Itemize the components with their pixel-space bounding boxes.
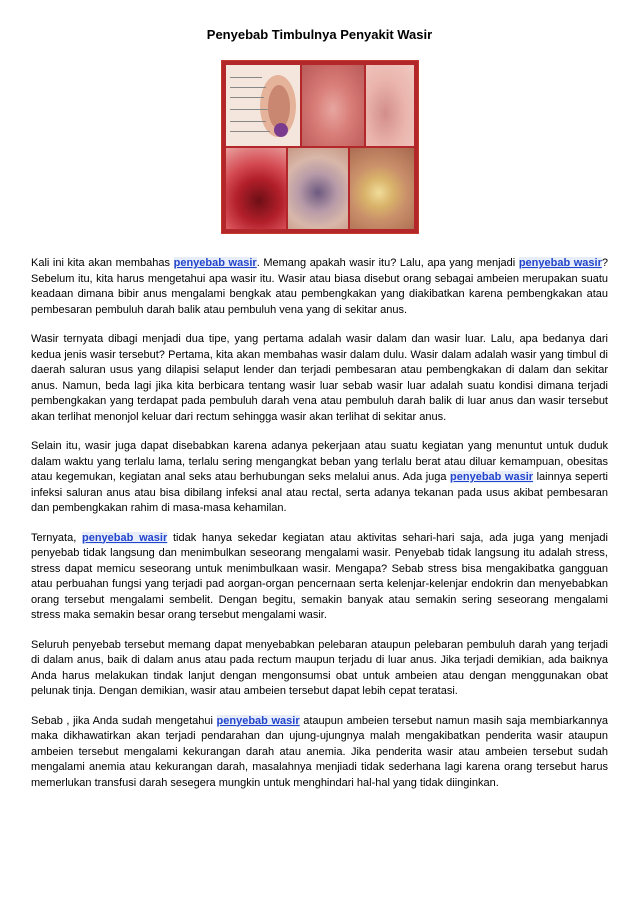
penyebab-wasir-link[interactable]: penyebab wasir (173, 257, 257, 269)
document-title: Penyebab Timbulnya Penyakit Wasir (206, 27, 433, 42)
paragraph-text: Kali ini kita akan membahas (31, 257, 174, 269)
body-paragraph (31, 531, 608, 624)
body-paragraph (31, 638, 608, 700)
clinical-photo-image (288, 148, 348, 229)
document-page (31, 22, 608, 805)
paragraph-text: Ternyata, (31, 531, 82, 544)
paragraph-text: Selain itu, wasir juga dapat disebabkan karena adanya pekerjaan atau suatu kegiatan yang menuntut untuk duduk dalam waktu yang terlalu lama, terlalu sering mengangkat beban yang terlalu berat atau diluar kemampuan, obesitas atau kegemukan, kegiatan anal seks atau berhubungan seks melalui anus. Ada juga (31, 440, 608, 483)
body-paragraph (31, 714, 608, 792)
paragraph-text: Wasir ternyata dibagi menjadi dua tipe, yang pertama adalah wasir dalam dan wasir luar. Lalu, apa bedanya dari kedua jenis wasir tersebut? Pertama, kita akan membahas wasir dalam dulu. Wasir dalam adalah wasir yang timbul di daerah saluran usus yang dilapisi selaput lender dan terjadi pembesaran atau pembengkakan di dalam dan sekitar anus. Namun, beda lagi jika kita berbicara tentang wasir luar sebab wasir luar adalah suatu kondisi dimana terjadi pembengkakan yang terdapat pada pembuluh darah vena atau pembuluh darah balik di luar anus dan wasir tersebut akan terlihat menonjol keluar dari rectum sehingga wasir akan terlihat di sekitar anus. (31, 333, 608, 423)
clinical-photo-image (226, 148, 286, 229)
clinical-photo-image (350, 148, 414, 229)
paragraph-text: lainnya seperti infeksi saluran anus atau bisa dibilang infeksi anal atau rectal, serta adanya tekanan pada usus akibat pembesaran dan pembengkakan rahim di masa-masa kehamilan. (31, 471, 608, 514)
clinical-photo-image (366, 65, 414, 146)
penyebab-wasir-link[interactable]: penyebab wasir (450, 471, 534, 483)
paragraph-text: Sebab , jika Anda sudah mengetahui (31, 714, 217, 727)
paragraph-text: Seluruh penyebab tersebut memang dapat menyebabkan pelebaran ataupun pelebaran pembuluh darah yang terjadi di dalam anus, baik di dalam anus atau pada rectum maupun terjadu di luar anus. Jika terjadi demikian, ada baiknya Anda harus melakukan tindak lanjut dengan mengonsumsi obat untuk ambeien atau dengan menggunakan obat pelunak tinja. Dengan demikian, wasir atau ambeien tersebut dapat lebih cepat teratasi. (31, 638, 608, 697)
paragraph-text: . Memang apakah wasir itu? Lalu, apa yang menjadi (256, 257, 519, 269)
paragraph-text: ataupun ambeien tersebut namun masih saja membiarkannya maka dikhawatirkan akan terjadi pendarahan dan ujung-ujungnya malah mengakibatkan penderita wasir ataupun ambeien tersebut mengalami kekurangan darah atau anemia. Jika penderita wasir atau ambeien tersebut sudah mengalami anemia atau kekurangan darah, masalahnya menjiadi tidak sederhana lagi karena orang tersebut harus memerlukan transfusi darah sesegera mungkin untuk menghindari hal-hal yang tidak diinginkan. (31, 714, 608, 789)
article-body (31, 256, 608, 791)
body-paragraph (31, 439, 608, 517)
body-paragraph (31, 256, 608, 318)
penyebab-wasir-link[interactable]: penyebab wasir (216, 714, 300, 727)
hemorrhoid-illustration-collage (221, 60, 419, 234)
clinical-photo-image (302, 65, 364, 146)
body-paragraph (31, 332, 608, 425)
penyebab-wasir-link[interactable]: penyebab wasir (518, 257, 602, 269)
paragraph-text: ? Sebelum itu, kita harus mengetahui apa wasir itu. Wasir atau biasa disebut orang sebagai ambeien merupakan suatu keadaan dimana bibir anus mengalami bengkak atau pembengkakan yang diakibatkan karena pembengkakan atau pembesaran pembuluh darah balik atau pembuluh vena yang di sekitar anus. (31, 257, 608, 316)
anatomy-diagram-image (226, 65, 300, 146)
penyebab-wasir-link[interactable]: penyebab wasir (82, 531, 168, 544)
paragraph-text: tidak hanya sekedar kegiatan atau aktivitas sehari-hari saja, ada juga yang menjadi penyebab tidak langsung dan menimbulkan seseorang mengalami wasir. Penyebab tidak langsung itu adalah stress, stress dapat memicu seseorang untuk menimbulkaan wasir. Mengapa? Sebab stress bisa mengakibatka gangguan atau perbuahan fungsi yang terjadi pad aorgan-organ pencernaan serta kelenjar-kelenjar endokrin dan menyebabkan orang tersebut mengalami sembelit. Dengan begitu, semakin banyak atau semakin sering seseorang mengalami stress maka semakin besar orang tersebut mengalami wasir. (31, 531, 608, 621)
